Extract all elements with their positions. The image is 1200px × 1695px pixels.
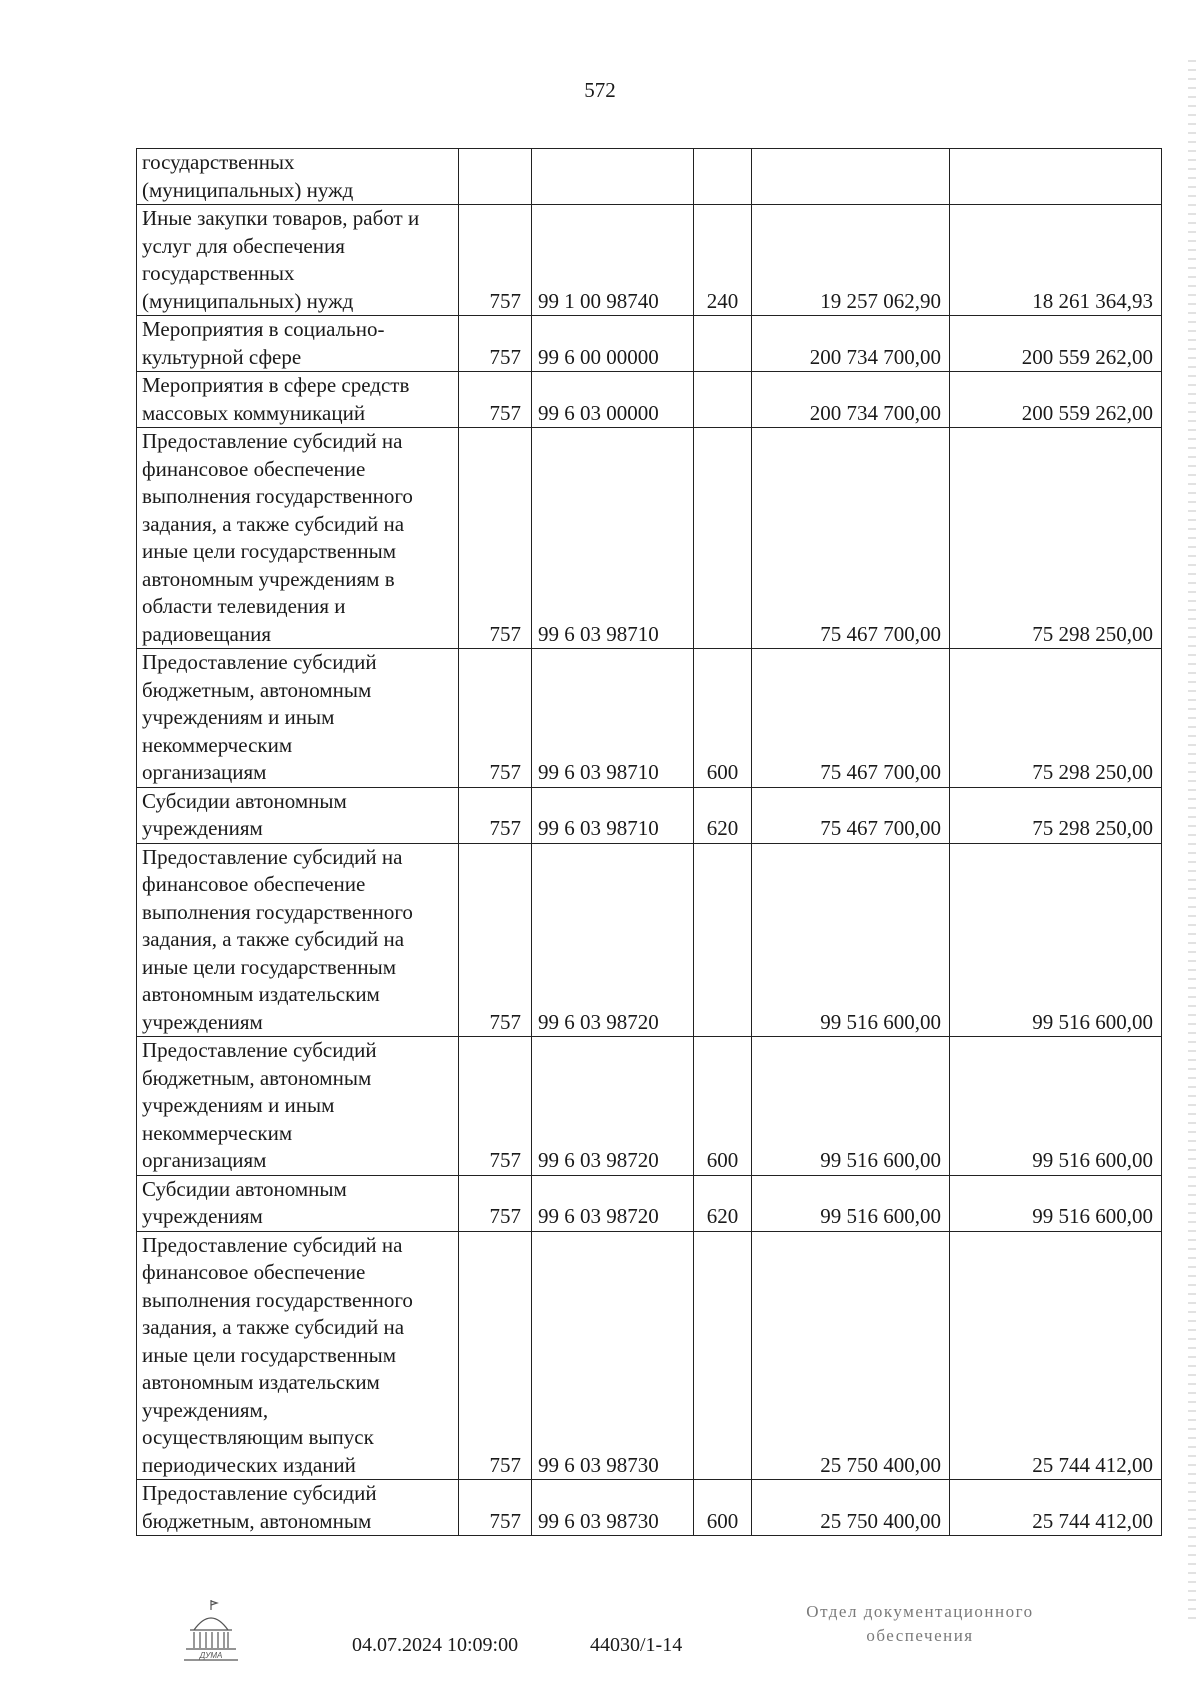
table-row [137,1480,1162,1536]
row-name-cell [137,316,459,372]
stamp-line-1: Отдел документационного [806,1602,1034,1621]
stamp-line-2: обеспечения [866,1626,974,1645]
target-article-cell: 99 6 03 98710 [532,649,694,788]
ministry-code-cell: 757 [459,316,532,372]
executed-amount-cell [950,149,1162,205]
expense-type-cell [694,149,752,205]
expense-type-cell: 620 [694,787,752,843]
scan-edge-marks [1188,60,1196,1620]
planned-amount-cell [752,149,950,205]
table-row [137,1037,1162,1176]
planned-amount-cell: 19 257 062,90 [752,205,950,316]
row-name-line: массовых коммуникаций [142,400,366,425]
row-name-line: бюджетным, автономным [142,1065,372,1090]
table-row [137,787,1162,843]
row-name-line: выполнения государственного [142,1287,413,1312]
planned-amount-cell: 200 734 700,00 [752,372,950,428]
row-name-line: государственных [142,150,295,174]
planned-amount-cell: 99 516 600,00 [752,1037,950,1176]
target-article-cell: 99 1 00 98740 [532,205,694,316]
row-name-line: радиовещания [142,621,271,646]
row-name-line: Предоставление субсидий на [142,844,403,869]
page-number: 572 [584,78,616,102]
row-name-line: автономным издательским [142,982,380,1006]
executed-amount-cell: 200 559 262,00 [950,316,1162,372]
expense-type-cell: 600 [694,649,752,788]
row-name-line: задания, а также субсидий на [142,1315,405,1339]
row-name-cell [137,205,459,316]
row-name-line: выполнения государственного [142,484,413,508]
planned-amount-cell: 25 750 400,00 [752,1231,950,1480]
target-article-cell: 99 6 03 98720 [532,1037,694,1176]
table-row [137,205,1162,316]
executed-amount-cell: 75 298 250,00 [950,649,1162,788]
row-name-line: периодических изданий [142,1452,356,1477]
row-name-cell [137,1480,459,1536]
row-name-line: иные цели государственным [142,954,397,979]
row-name-line: учреждениям [142,816,263,840]
target-article-cell: 99 6 03 98710 [532,787,694,843]
ministry-code-cell: 757 [459,1480,532,1536]
row-name-line: Предоставление субсидий на [142,1232,403,1257]
target-article-cell [532,149,694,205]
row-name-line: культурной сфере [142,344,302,369]
row-name-cell [137,1175,459,1231]
budget-table-body [137,149,1162,1536]
target-article-cell: 99 6 03 98710 [532,428,694,649]
target-article-cell: 99 6 03 98720 [532,1175,694,1231]
department-stamp [770,1600,1070,1648]
expense-type-cell [694,428,752,649]
planned-amount-cell: 25 750 400,00 [752,1480,950,1536]
table-row [137,428,1162,649]
target-article-cell: 99 6 03 98720 [532,843,694,1037]
executed-amount-cell: 18 261 364,93 [950,205,1162,316]
table-row [137,149,1162,205]
executed-amount-cell: 200 559 262,00 [950,372,1162,428]
row-name-line: Иные закупки товаров, работ и [142,206,420,230]
table-row [137,372,1162,428]
expense-type-cell [694,1231,752,1480]
row-name-line: Предоставление субсидий [142,650,377,674]
target-article-cell: 99 6 03 00000 [532,372,694,428]
planned-amount-cell: 200 734 700,00 [752,316,950,372]
expense-type-cell: 240 [694,205,752,316]
row-name-line: учреждениям [142,1009,263,1034]
row-name-cell [137,649,459,788]
ministry-code-cell: 757 [459,649,532,788]
budget-table [136,148,1162,1536]
expense-type-cell: 600 [694,1480,752,1536]
row-name-line: бюджетным, автономным [142,677,372,702]
row-name-line: учреждениям [142,1204,263,1228]
ministry-code-cell: 757 [459,205,532,316]
table-row [137,1175,1162,1231]
table-row [137,649,1162,788]
row-name-cell [137,372,459,428]
ministry-code-cell: 757 [459,428,532,649]
ministry-code-cell: 757 [459,1175,532,1231]
expense-type-cell [694,316,752,372]
row-name-cell [137,1037,459,1176]
target-article-cell: 99 6 03 98730 [532,1231,694,1480]
executed-amount-cell: 25 744 412,00 [950,1231,1162,1480]
row-name-line: области телевидения и [142,594,346,618]
row-name-line: финансовое обеспечение [142,1260,366,1284]
row-name-line: автономным издательским [142,1370,380,1394]
row-name-line: бюджетным, автономным [142,1508,372,1533]
row-name-line: Мероприятия в социально- [142,317,385,341]
planned-amount-cell: 75 467 700,00 [752,428,950,649]
row-name-line: некоммерческим [142,1120,293,1145]
row-name-line: иные цели государственным [142,1342,397,1367]
footer-timestamp: 04.07.2024 10:09:00 [352,1634,519,1656]
row-name-line: Субсидии автономным [142,788,347,813]
planned-amount-cell: 75 467 700,00 [752,787,950,843]
table-row [137,843,1162,1037]
row-name-line: учреждениям и иным [142,705,335,729]
ministry-code-cell: 757 [459,1231,532,1480]
row-name-line: услуг для обеспечения [142,233,345,258]
row-name-line: (муниципальных) нужд [142,288,354,313]
row-name-line: (муниципальных) нужд [142,177,354,202]
ministry-code-cell [459,149,532,205]
row-name-line: организациям [142,1148,267,1172]
executed-amount-cell: 75 298 250,00 [950,428,1162,649]
row-name-line: учреждениям и иным [142,1093,335,1117]
row-name-line: задания, а также субсидий на [142,927,405,951]
ministry-code-cell: 757 [459,843,532,1037]
table-row [137,1231,1162,1480]
row-name-cell [137,1231,459,1480]
row-name-line: финансовое обеспечение [142,872,366,896]
expense-type-cell [694,372,752,428]
expense-type-cell [694,843,752,1037]
row-name-line: Предоставление субсидий на [142,429,403,453]
row-name-line: организациям [142,760,267,784]
ministry-code-cell: 757 [459,372,532,428]
executed-amount-cell: 25 744 412,00 [950,1480,1162,1536]
row-name-cell [137,843,459,1037]
target-article-cell: 99 6 03 98730 [532,1480,694,1536]
ministry-code-cell: 757 [459,787,532,843]
row-name-line: задания, а также субсидий на [142,511,405,536]
executed-amount-cell: 99 516 600,00 [950,843,1162,1037]
executed-amount-cell: 99 516 600,00 [950,1175,1162,1231]
expense-type-cell: 600 [694,1037,752,1176]
planned-amount-cell: 75 467 700,00 [752,649,950,788]
duma-logo [180,1598,242,1664]
planned-amount-cell: 99 516 600,00 [752,1175,950,1231]
table-row [137,316,1162,372]
target-article-cell: 99 6 00 00000 [532,316,694,372]
row-name-line: Субсидии автономным [142,1176,347,1201]
row-name-line: финансовое обеспечение [142,456,366,481]
row-name-line: Мероприятия в сфере средств [142,373,410,397]
row-name-line: автономным учреждениям в [142,566,395,591]
expense-type-cell: 620 [694,1175,752,1231]
row-name-cell [137,149,459,205]
row-name-line: государственных [142,261,295,285]
footer-registration-number: 44030/1-14 [590,1634,683,1656]
executed-amount-cell: 99 516 600,00 [950,1037,1162,1176]
planned-amount-cell: 99 516 600,00 [752,843,950,1037]
row-name-line: Предоставление субсидий [142,1038,377,1062]
row-name-cell [137,787,459,843]
row-name-cell [137,428,459,649]
row-name-line: Предоставление субсидий [142,1481,377,1505]
executed-amount-cell: 75 298 250,00 [950,787,1162,843]
ministry-code-cell: 757 [459,1037,532,1176]
row-name-line: выполнения государственного [142,899,413,924]
row-name-line: некоммерческим [142,732,293,757]
row-name-line: иные цели государственным [142,539,397,563]
row-name-line: учреждениям, [142,1397,269,1422]
duma-logo-text: ДУМА [199,1651,223,1660]
row-name-line: осуществляющим выпуск [142,1425,374,1449]
